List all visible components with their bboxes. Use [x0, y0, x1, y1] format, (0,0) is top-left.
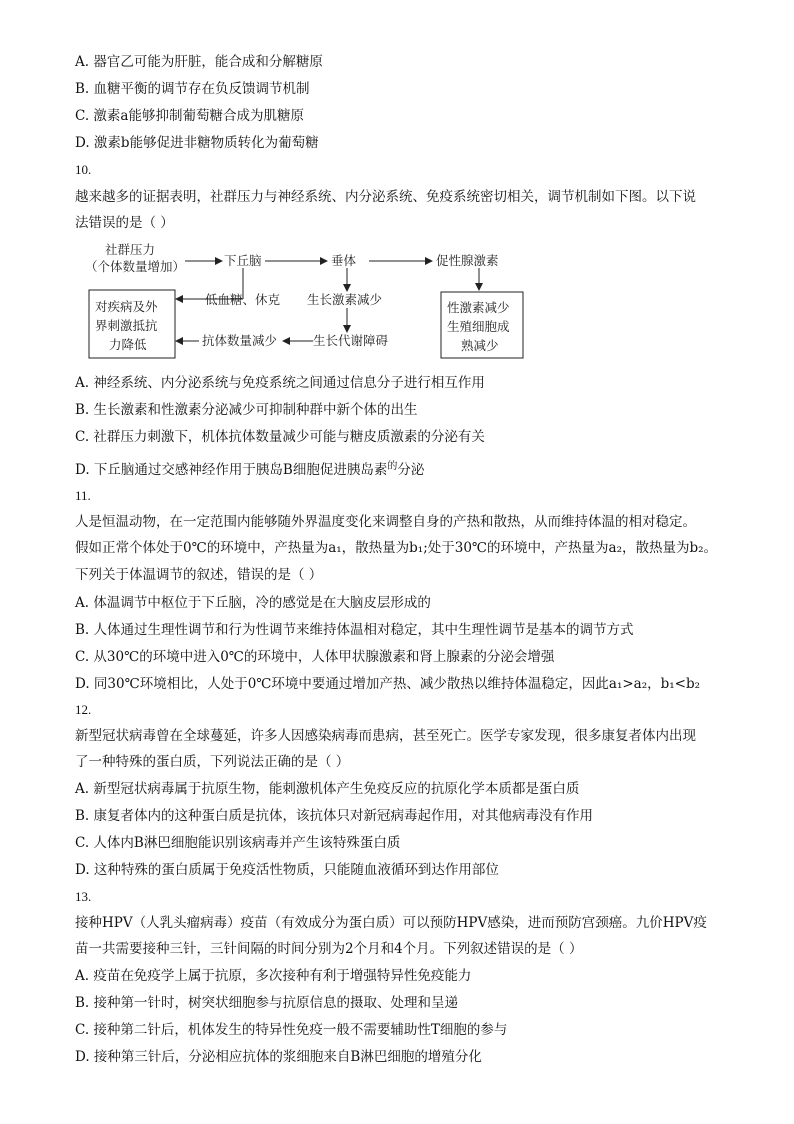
node-sex-hormone-line2: 生殖细胞成: [447, 319, 510, 334]
node-antibody-decrease: 抗体数量减少: [202, 333, 278, 348]
q13-option-b: B. 接种第一针时，树突状细胞参与抗原信息的摄取、处理和呈递: [75, 995, 459, 1011]
q9-option-d: D. 激素b能够促进非糖物质转化为葡萄糖: [75, 135, 319, 151]
q9-option-c: C. 激素a能够抑制葡萄糖合成为肌糖原: [75, 108, 304, 124]
q10-option-b: B. 生长激素和性激素分泌减少可抑制种群中新个体的出生: [75, 402, 418, 418]
node-population-increase: （个体数量增加）: [85, 259, 186, 274]
node-gonadotropin: 促性腺激素: [436, 253, 499, 268]
q10-stem-line2: 法错误的是（ ）: [75, 215, 174, 231]
q12-number: 12.: [75, 702, 92, 717]
q10-option-a: A. 神经系统、内分泌系统与免疫系统之间通过信息分子进行相互作用: [75, 375, 485, 391]
q10-option-d-sup: 的: [387, 461, 398, 472]
q12-option-c: C. 人体内B淋巴细胞能识别该病毒并产生该特殊蛋白质: [75, 835, 401, 851]
q10-option-d-part2: 分泌: [397, 462, 425, 478]
q13-number: 13.: [75, 889, 92, 904]
regulation-diagram: [85, 240, 535, 365]
q11-stem-line1: 人是恒温动物，在一定范围内能够随外界温度变化来调整自身的产热和散热，从而维持体温的相对稳定。: [75, 514, 696, 530]
q11-number: 11.: [75, 488, 91, 503]
q10-option-d-part1: D. 下丘脑通过交感神经作用于胰岛B细胞促进胰岛素: [75, 462, 388, 478]
q12-stem-line2: 了一种特殊的蛋白质，下列说法正确的是（ ）: [75, 754, 350, 770]
q10-option-c: C. 社群压力刺激下，机体抗体数量减少可能与糖皮质激素的分泌有关: [75, 429, 485, 445]
q13-stem-line1: 接种HPV（人乳头瘤病毒）疫苗（有效成分为蛋白质）可以预防HPV感染，进而预防宫颈癌。九价HPV疫: [75, 915, 707, 931]
q10-stem-line1: 越来越多的证据表明，社群压力与神经系统、内分泌系统、免疫系统密切相关，调节机制如下图。以下说: [75, 189, 696, 205]
q12-stem-line1: 新型冠状病毒曾在全球蔓延，许多人因感染病毒而患病，甚至死亡。医学专家发现，很多康复者体内出现: [75, 728, 696, 744]
node-pituitary: 垂体: [331, 253, 357, 268]
q13-option-c: C. 接种第二针后，机体发生的特异性免疫一般不需要辅助性T细胞的参与: [75, 1022, 508, 1038]
q11-stem-line3: 下列关于体温调节的叙述，错误的是（ ）: [75, 567, 323, 583]
node-growth-metabolism: 生长代谢障碍: [313, 333, 389, 348]
node-sex-hormone-line1: 性激素减少: [447, 300, 510, 315]
q13-option-a: A. 疫苗在免疫学上属于抗原，多次接种有利于增强特异性免疫能力: [75, 968, 472, 984]
q9-option-a: A. 器官乙可能为肝脏，能合成和分解糖原: [75, 54, 323, 70]
node-hypoglycemia: 低血糖、休克: [205, 292, 281, 307]
q11-option-d: D. 同30℃环境相比，人处于0℃环境中要通过增加产热、减少散热以维持体温稳定，因此a₁>a₂，b₁<b₂: [75, 676, 701, 692]
node-social-pressure: 社群压力: [105, 242, 156, 257]
q12-option-d: D. 这种特殊的蛋白质属于免疫活性物质，只能随血液循环到达作用部位: [75, 862, 499, 878]
q9-option-b: B. 血糖平衡的调节存在负反馈调节机制: [75, 81, 310, 97]
node-resistance-line1: 对疾病及外: [95, 299, 158, 314]
node-hypothalamus: 下丘脑: [224, 253, 262, 268]
q13-stem-line2: 苗一共需要接种三针，三针间隔的时间分别为2个月和4个月。下列叙述错误的是（ ）: [75, 941, 583, 957]
node-resistance-line3: 力降低: [109, 337, 147, 352]
q11-stem-line2: 假如正常个体处于0℃的环境中，产热量为a₁，散热量为b₁;处于30℃的环境中，产热量为a₂，散热量为b₂。: [75, 540, 718, 556]
q11-option-a: A. 体温调节中枢位于下丘脑，冷的感觉是在大脑皮层形成的: [75, 595, 431, 611]
node-sex-hormone-line3: 熟减少: [461, 338, 499, 353]
q12-option-a: A. 新型冠状病毒属于抗原生物，能刺激机体产生免疫反应的抗原化学本质都是蛋白质: [75, 781, 580, 797]
q10-number: 10.: [75, 162, 92, 177]
q11-option-c: C. 从30℃的环境中进入0℃的环境中，人体甲状腺激素和肾上腺素的分泌会增强: [75, 649, 555, 665]
node-gh-decrease: 生长激素减少: [307, 292, 383, 307]
q12-option-b: B. 康复者体内的这种蛋白质是抗体，该抗体只对新冠病毒起作用，对其他病毒没有作用: [75, 808, 594, 824]
q10-option-d: [75, 457, 424, 480]
q13-option-d: D. 接种第三针后，分泌相应抗体的浆细胞来自B淋巴细胞的增殖分化: [75, 1049, 482, 1065]
node-resistance-line2: 界刺激抵抗: [95, 318, 158, 333]
q11-option-b: B. 人体通过生理性调节和行为性调节来维持体温相对稳定，其中生理性调节是基本的调节方式: [75, 622, 634, 638]
